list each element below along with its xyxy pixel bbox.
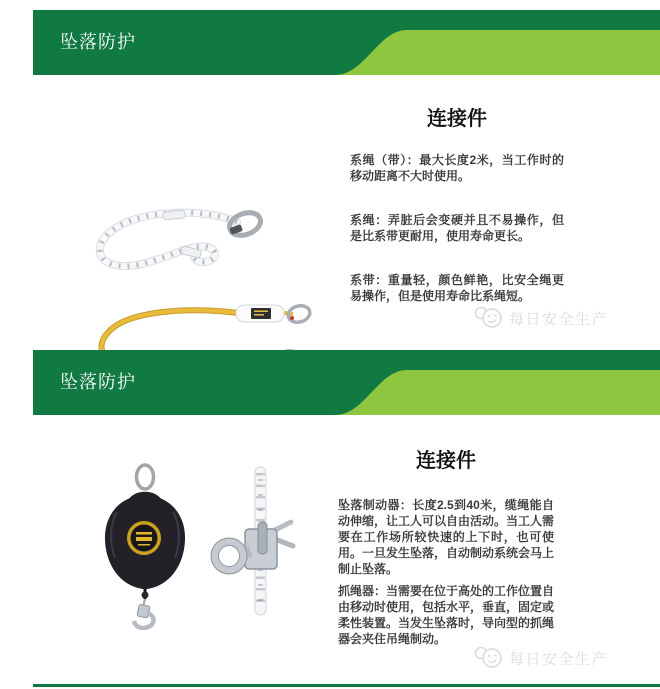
paragraph-rope: 系绳：弄脏后会变硬并且不易操作，但是比系带更耐用，使用寿命更长。 [350,213,564,243]
watermark [473,305,608,331]
text-column [350,108,564,332]
wechat-face-icon [473,645,505,671]
section-header-label: 坠落防护 [60,32,136,52]
slide-2-content [0,415,660,684]
bottom-divider-line [33,684,660,687]
text-column [338,450,554,653]
watermark-label: 每日安全生产 [508,650,608,668]
watermark-label: 每日安全生产 [508,310,608,328]
section-header-bar [33,10,660,75]
content-title: 连接件 [427,108,487,130]
paragraph-webbing: 系带：重量轻，颜色鲜艳，比安全绳更易操作，但是使用寿命比系绳短。 [350,273,564,303]
watermark [473,645,608,671]
rope-lanyard-image [85,198,315,283]
paragraph-lanyard: 系绳（带）：最大长度2米，当工作时的移动距离不大时使用。 [350,153,564,183]
section-header-label: 坠落防护 [60,372,136,392]
slide-1 [0,10,660,350]
paragraph-fall-arrester: 坠落制动器：长度2.5到40米，缆绳能自动伸缩，让工人可以自由活动。当工人需要在工作场所较快速的上下时，也可使用。一旦发生坠落，自动制动系统会马上制止坠落。 [338,498,555,576]
slide-2 [0,350,660,684]
fall-arrester-image [95,462,195,630]
paragraph-rope-grab: 抓绳器：当需要在位于高处的工作位置自由移动时使用，包括水平，垂直，固定或柔性装置。当发生坠落时，导向型的抓绳器会夹住吊绳制动。 [338,584,555,646]
content-title: 连接件 [416,450,476,472]
slide-1-content [0,75,660,350]
wechat-face-icon [473,305,505,331]
rope-grab-image [195,465,305,625]
section-header-bar [33,350,660,415]
